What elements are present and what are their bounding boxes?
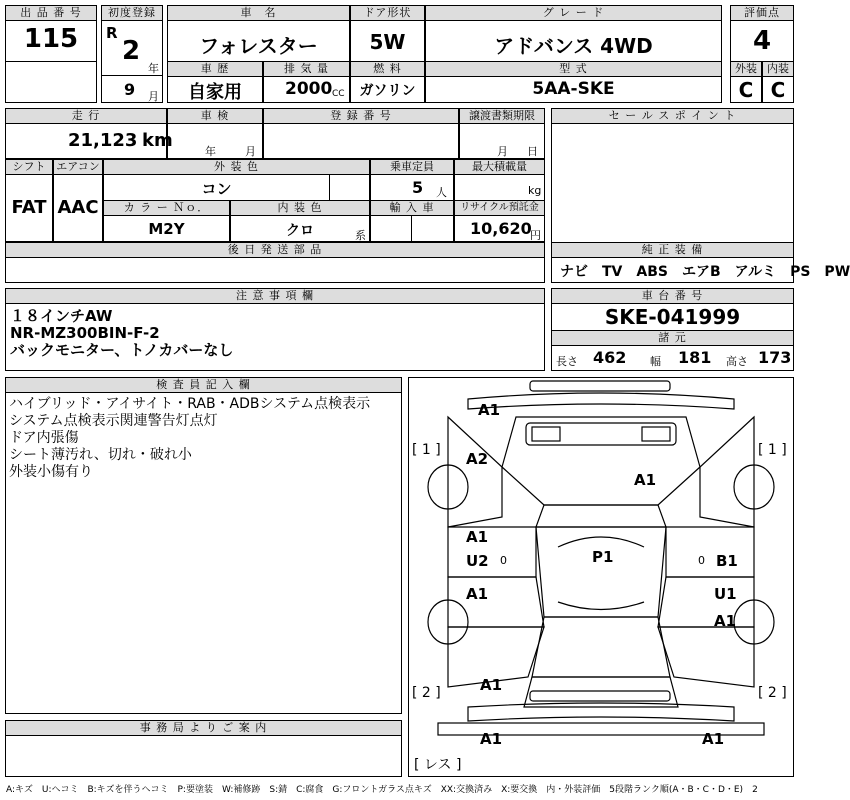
notes-header: 注 意 事 項 欄 xyxy=(5,288,545,304)
model-value: 5AA-SKE xyxy=(532,79,615,99)
mark-rear-right: A1 xyxy=(702,730,725,748)
mark-right-front-door: B1 xyxy=(716,552,738,570)
note-line: NR-MZ300BIN-F-2 xyxy=(10,324,160,342)
mark-front-top: A1 xyxy=(478,401,501,419)
office-box xyxy=(5,735,402,777)
mark-left-rear-quarter: A1 xyxy=(480,676,503,694)
history-value: 自家用 xyxy=(188,82,242,103)
right-rear-quarter-outline xyxy=(658,627,754,687)
mileage-value: 21,123 xyxy=(68,130,138,151)
car-name-value: フォレスター xyxy=(199,34,318,58)
roof-curve2-shape xyxy=(558,602,644,610)
length-label: 長さ xyxy=(556,355,578,368)
transfer-header: 譲渡書類期限 xyxy=(459,108,545,124)
displacement-value: 2000 xyxy=(285,79,333,99)
displacement-header: 排 気 量 xyxy=(263,61,350,77)
score-value: 4 xyxy=(752,26,772,56)
roof-outline xyxy=(536,527,666,617)
grade-value: アドバンス 4WD xyxy=(494,34,653,58)
transfer-day-unit: 日 xyxy=(527,145,538,158)
ac-value: AAC xyxy=(57,197,99,218)
first-reg-month-unit: 月 xyxy=(148,90,159,103)
max-load-header: 最大積載量 xyxy=(454,159,545,175)
shift-header: シフト xyxy=(5,159,53,175)
car-diagram xyxy=(408,377,794,777)
tire-front-left-label: [ 1 ] xyxy=(412,442,441,458)
headlight-right-shape xyxy=(642,427,670,441)
note-line: バックモニター、トノカバーなし xyxy=(10,341,234,359)
roof-curve-shape xyxy=(558,537,644,547)
width-label: 幅 xyxy=(650,355,661,368)
genuine-header: 純 正 装 備 xyxy=(551,242,794,258)
mark-right-rear-door2: A1 xyxy=(714,612,737,630)
car-name-header: 車 名 xyxy=(167,5,350,21)
lot-no-header: 出 品 番 号 xyxy=(5,5,97,21)
left-front-fender-outline xyxy=(448,417,502,527)
right-front-door-outline xyxy=(666,527,754,577)
lot-no-value: 115 xyxy=(23,24,79,54)
mark-left-front-door: A1 xyxy=(466,528,489,546)
later-parts-box xyxy=(5,257,545,283)
score-header: 評価点 xyxy=(730,5,794,21)
first-reg-year-unit: 年 xyxy=(148,62,159,75)
headlight-left-shape xyxy=(532,427,560,441)
capacity-value: 5 xyxy=(412,178,424,197)
mark-right-rear-door: U1 xyxy=(714,585,737,603)
rear-bumper-outline xyxy=(468,703,734,721)
mark-roof: P1 xyxy=(592,548,614,566)
door-value: 5W xyxy=(369,30,406,54)
right-rear-door-outline xyxy=(658,577,754,627)
grille-shape xyxy=(526,423,676,445)
chassis-header: 車 台 番 号 xyxy=(551,288,794,304)
notes-list xyxy=(10,308,233,359)
left-rear-door-outline xyxy=(448,577,544,627)
sales-point-header: セ ー ル ス ポ イ ン ト xyxy=(551,108,794,124)
spare-label: [ レス ] xyxy=(414,757,462,773)
length-value: 462 xyxy=(593,348,627,367)
inspector-header: 検 査 員 記 入 欄 xyxy=(5,377,402,393)
height-value: 173 xyxy=(758,348,792,367)
legend-text: A:キズ U:ヘコミ B:キズを伴うヘコミ P:要塗装 W:補修跡 S:錆 C:腐食 G:フロントガラス点キズ XX:交換済み X:要交換 内・外装評価 5段階ランク順(A・B・C・D・E) 2 xyxy=(6,785,758,795)
windshield-outline xyxy=(536,505,666,527)
later-parts-header: 後 日 発 送 部 品 xyxy=(5,242,545,258)
displacement-unit: CC xyxy=(332,89,345,99)
front-bumper-shape xyxy=(530,381,670,391)
rear-window-outline xyxy=(532,617,670,677)
first-reg-header: 初度登録 xyxy=(101,5,163,21)
import-box2 xyxy=(411,215,454,242)
rear-plate-shape xyxy=(530,691,670,701)
grade-header: グ レ ー ド xyxy=(425,5,722,21)
front-bumper-outline xyxy=(468,393,734,409)
note-line: １８インチAW xyxy=(10,307,113,325)
import-box xyxy=(370,215,412,242)
width-value: 181 xyxy=(678,348,712,367)
int-header: 内装 xyxy=(762,61,794,77)
inspection-year-unit: 年 xyxy=(205,145,216,158)
chassis-value: SKE-041999 xyxy=(604,305,741,329)
door-header: ドア形状 xyxy=(350,5,425,21)
shift-value: FAT xyxy=(11,197,47,218)
model-header: 型 式 xyxy=(425,61,722,77)
era-value: R xyxy=(106,24,118,42)
import-header: 輸 入 車 xyxy=(370,200,454,216)
fuel-value: ガソリン xyxy=(359,83,416,99)
color-no-header: カ ラ ー Ｎｏ． xyxy=(103,200,230,216)
mileage-unit: km xyxy=(142,130,173,151)
mark-left-rear-door: A1 xyxy=(466,585,489,603)
mark-door-0a: 0 xyxy=(500,554,507,567)
mark-hood: A1 xyxy=(634,471,657,489)
inspection-header: 車 検 xyxy=(167,108,263,124)
transfer-month-unit: 月 xyxy=(497,145,508,158)
lot-no-lower-box xyxy=(5,61,97,103)
office-header: 事 務 局 よ り ご 案 内 xyxy=(5,720,402,736)
ext-header: 外装 xyxy=(730,61,762,77)
int-color-unit: 系 xyxy=(355,229,366,242)
int-color-value: クロ xyxy=(286,223,314,239)
tire-rear-left-label: [ 2 ] xyxy=(412,685,441,701)
tire-front-right-label: [ 1 ] xyxy=(758,442,787,458)
inspector-notes-list xyxy=(9,396,370,481)
int-color-header: 内 装 色 xyxy=(230,200,370,216)
recycle-value: 10,620 xyxy=(470,219,532,238)
ext-color-value: コン xyxy=(201,180,232,198)
recycle-header: リサイクル預託金 xyxy=(454,200,545,216)
ac-header: エアコン xyxy=(53,159,103,175)
sales-point-box xyxy=(551,123,794,243)
specs-header: 諸 元 xyxy=(551,330,794,346)
history-header: 車 歴 xyxy=(167,61,263,77)
genuine-value: ナビ TV ABS エアB アルミ PS PW xyxy=(560,264,850,280)
fuel-header: 燃 料 xyxy=(350,61,425,77)
right-front-fender-outline xyxy=(700,417,754,527)
inspector-note-line: ドア内張傷 xyxy=(9,430,79,446)
mark-door-0b: 0 xyxy=(698,554,705,567)
mark-rear-left: A1 xyxy=(480,730,503,748)
first-reg-year: 2 xyxy=(122,36,141,66)
inspector-note-line: ハイブリッド・アイサイト・RAB・ADBシステム点検表示 xyxy=(9,396,371,412)
color-no-value: M2Y xyxy=(148,220,185,238)
height-label: 高さ xyxy=(726,355,748,368)
max-load-unit: kg xyxy=(528,184,542,197)
int-score-value: C xyxy=(770,78,786,102)
inspector-note-line: システム点検表示関連警告灯点灯 xyxy=(9,413,218,429)
reg-no-box xyxy=(263,123,459,159)
recycle-unit: 円 xyxy=(530,229,541,242)
inspection-month-unit: 月 xyxy=(245,145,256,158)
inspector-note-line: 外装小傷有り xyxy=(9,464,93,480)
capacity-unit: 人 xyxy=(436,186,447,199)
ext-color-box2 xyxy=(329,174,370,201)
mileage-header: 走 行 xyxy=(5,108,167,124)
capacity-header: 乗車定員 xyxy=(370,159,454,175)
ext-color-header: 外 装 色 xyxy=(103,159,370,175)
reg-no-header: 登 録 番 号 xyxy=(263,108,459,124)
first-reg-month: 9 xyxy=(124,80,136,99)
tire-rear-right-label: [ 2 ] xyxy=(758,685,787,701)
left-front-door-outline xyxy=(448,527,536,577)
mark-left-front-door2: U2 xyxy=(466,552,489,570)
inspector-note-line: シート薄汚れ、切れ・破れ小 xyxy=(9,447,192,463)
ext-score-value: C xyxy=(738,78,754,102)
mark-front-left: A2 xyxy=(466,450,489,468)
